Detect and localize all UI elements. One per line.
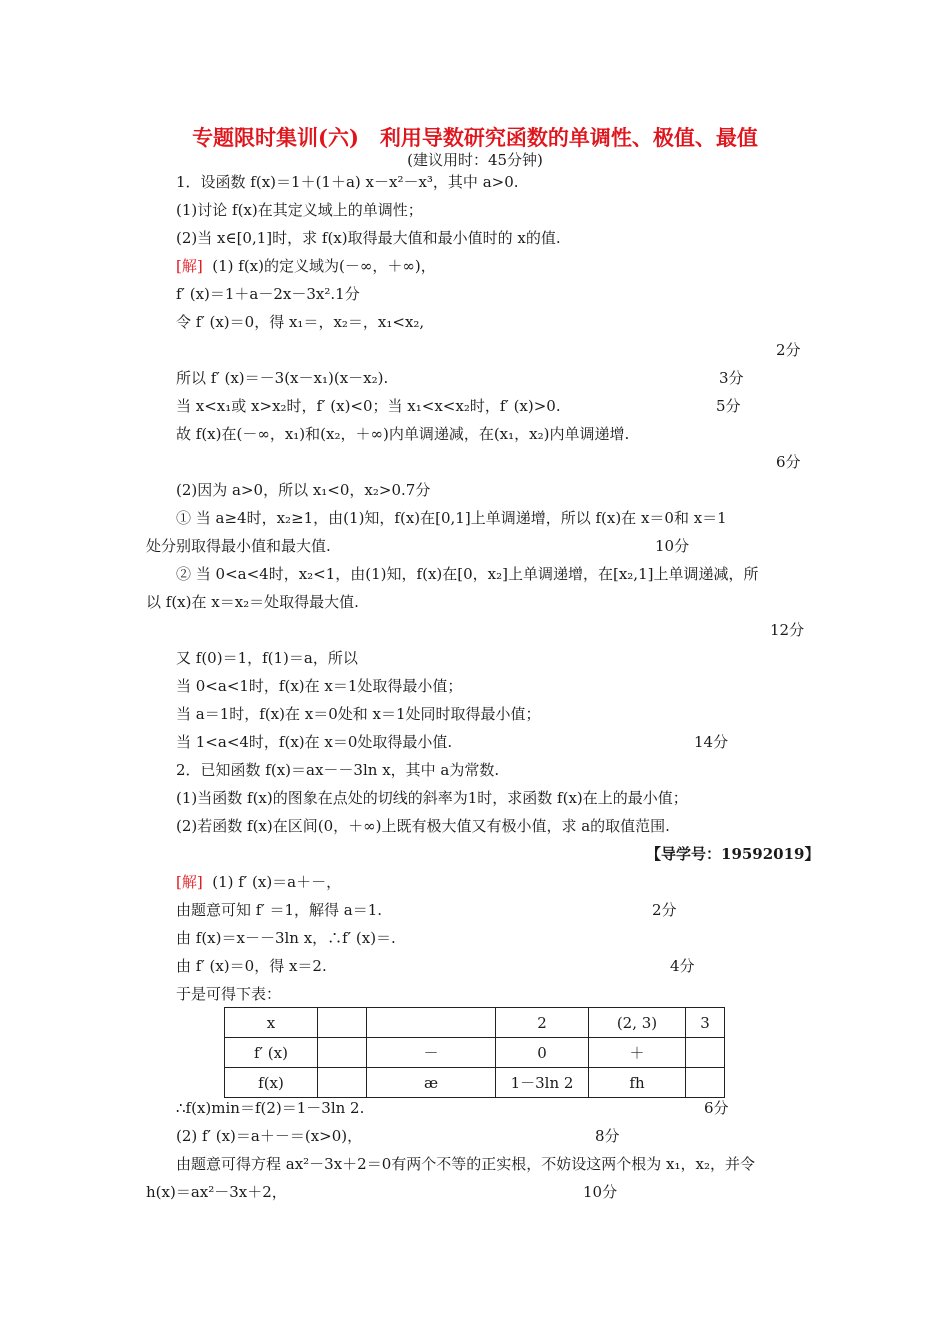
solution-1-min-case-3: 当 1<a<4时，f(x)在 x＝0处取得最小值. bbox=[176, 733, 453, 751]
score-label: 10分 bbox=[583, 1183, 618, 1201]
variation-table bbox=[224, 1007, 725, 1098]
score-label: 12分 bbox=[770, 621, 805, 639]
solution-2-slope: 由题意可知 f′ ＝1，解得 a＝1. bbox=[176, 901, 383, 919]
solution-2-critical: 由 f′ (x)＝0，得 x＝2. bbox=[176, 957, 327, 975]
table-cell bbox=[686, 1068, 725, 1098]
table-cell: x bbox=[225, 1008, 318, 1038]
problem-2-statement: 2．已知函数 f(x)＝ax－－3ln x，其中 a为常数. bbox=[176, 761, 500, 779]
solution-1-case-2: ② 当 0<a<4时，x₂<1，由(1)知，f(x)在[0，x₂]上单调递增，在[x₂,1]上单调递减，所 bbox=[176, 565, 759, 583]
score-label: 10分 bbox=[655, 537, 690, 555]
solution-1-case-1: ① 当 a≥4时，x₂≥1，由(1)知，f(x)在[0,1]上单调递增，所以 f(x)在 x＝0和 x＝1 bbox=[176, 509, 727, 527]
score-label: 2分 bbox=[652, 901, 677, 919]
solution-1-min-case-2: 当 a＝1时，f(x)在 x＝0处和 x＝1处同时取得最小值； bbox=[176, 705, 541, 723]
problem-1-part-2: (2)当 x∈[0,1]时，求 f(x)取得最大值和最小值时的 x的值. bbox=[176, 229, 561, 247]
page-subtitle: (建议用时：45分钟) bbox=[407, 151, 543, 169]
table-cell: ＋ bbox=[589, 1038, 686, 1068]
table-cell: － bbox=[367, 1038, 496, 1068]
solution-2-h-def: h(x)＝ax²－3x＋2， bbox=[146, 1183, 287, 1201]
table-cell: æ bbox=[367, 1068, 496, 1098]
table-cell: fh bbox=[589, 1068, 686, 1098]
problem-1-part-1: (1)讨论 f(x)在其定义域上的单调性； bbox=[176, 201, 423, 219]
table-cell: 2 bbox=[496, 1008, 589, 1038]
table-cell: 0 bbox=[496, 1038, 589, 1068]
table-cell bbox=[318, 1038, 367, 1068]
table-cell: f′ (x) bbox=[225, 1038, 318, 1068]
solution-label: [解] bbox=[176, 257, 203, 275]
score-label: 4分 bbox=[670, 957, 695, 975]
solution-1-case-1-cont: 处分别取得最小值和最大值. bbox=[146, 537, 331, 555]
score-label: 14分 bbox=[694, 733, 729, 751]
solution-2-part2: (2) f′ (x)＝a＋－＝(x>0)， bbox=[176, 1127, 363, 1145]
table-cell: 3 bbox=[686, 1008, 725, 1038]
table-row bbox=[225, 1068, 725, 1098]
solution-1-roots: 令 f′ (x)＝0，得 x₁＝，x₂＝，x₁<x₂, bbox=[176, 313, 425, 331]
table-cell: f(x) bbox=[225, 1068, 318, 1098]
page-title: 专题限时集训(六) 利用导数研究函数的单调性、极值、最值 bbox=[192, 125, 758, 150]
table-row bbox=[225, 1008, 725, 1038]
solution-2-equation: 由题意可得方程 ax²－3x＋2＝0有两个不等的正实根，不妨设这两个根为 x₁，x₂，并令 bbox=[176, 1155, 755, 1173]
solution-label: [解] bbox=[176, 873, 203, 891]
score-label: 6分 bbox=[776, 453, 801, 471]
solution-1-factor: 所以 f′ (x)＝－3(x－x₁)(x－x₂). bbox=[176, 369, 389, 387]
solution-2-table-intro: 于是可得下表： bbox=[176, 985, 282, 1003]
solution-2-function: 由 f(x)＝x－－3ln x，∴f′ (x)＝. bbox=[176, 929, 396, 947]
score-label: 3分 bbox=[719, 369, 744, 387]
solution-2-min-value: ∴f(x)min＝f(2)＝1－3ln 2. bbox=[176, 1099, 365, 1117]
table-cell bbox=[318, 1068, 367, 1098]
table-cell bbox=[318, 1008, 367, 1038]
problem-2-part-2: (2)若函数 f(x)在区间(0，＋∞)上既有极大值又有极小值，求 a的取值范围. bbox=[176, 817, 670, 835]
solution-1-case-2-cont: 以 f(x)在 x＝x₂＝处取得最大值. bbox=[146, 593, 359, 611]
solution-1-derivative: f′ (x)＝1＋a－2x－3x².1分 bbox=[176, 285, 360, 303]
table-cell bbox=[367, 1008, 496, 1038]
solution-1-values: 又 f(0)＝1，f(1)＝a，所以 bbox=[176, 649, 358, 667]
solution-2-text: (1) f′ (x)＝a＋－， bbox=[212, 873, 342, 891]
problem-2-part-1: (1)当函数 f(x)的图象在点处的切线的斜率为1时，求函数 f(x)在上的最小值； bbox=[176, 789, 688, 807]
score-label: 5分 bbox=[716, 397, 741, 415]
table-row bbox=[225, 1038, 725, 1068]
solution-2-line bbox=[176, 872, 341, 892]
table-cell bbox=[686, 1038, 725, 1068]
solution-1-monotonic: 故 f(x)在(－∞，x₁)和(x₂，＋∞)内单调递减，在(x₁，x₂)内单调递增. bbox=[176, 425, 630, 443]
solution-1-min-case-1: 当 0<a<1时，f(x)在 x＝1处取得最小值； bbox=[176, 677, 463, 695]
table-cell: 1－3ln 2 bbox=[496, 1068, 589, 1098]
score-label: 2分 bbox=[776, 341, 801, 359]
problem-1-statement: 1．设函数 f(x)＝1＋(1＋a) x－x²－x³，其中 a>0. bbox=[176, 173, 519, 191]
solution-1-part2-intro: (2)因为 a>0，所以 x₁<0，x₂>0.7分 bbox=[176, 481, 431, 499]
table-cell: (2, 3) bbox=[589, 1008, 686, 1038]
solution-1-sign: 当 x<x₁或 x>x₂时，f′ (x)<0；当 x₁<x<x₂时，f′ (x)>0. bbox=[176, 397, 561, 415]
solution-1-text: (1) f(x)的定义域为(－∞，＋∞)， bbox=[212, 257, 436, 275]
score-label: 6分 bbox=[704, 1099, 729, 1117]
score-label: 8分 bbox=[595, 1127, 620, 1145]
guide-number: 【导学号：19592019】 bbox=[646, 845, 820, 863]
solution-1-line bbox=[176, 256, 436, 276]
